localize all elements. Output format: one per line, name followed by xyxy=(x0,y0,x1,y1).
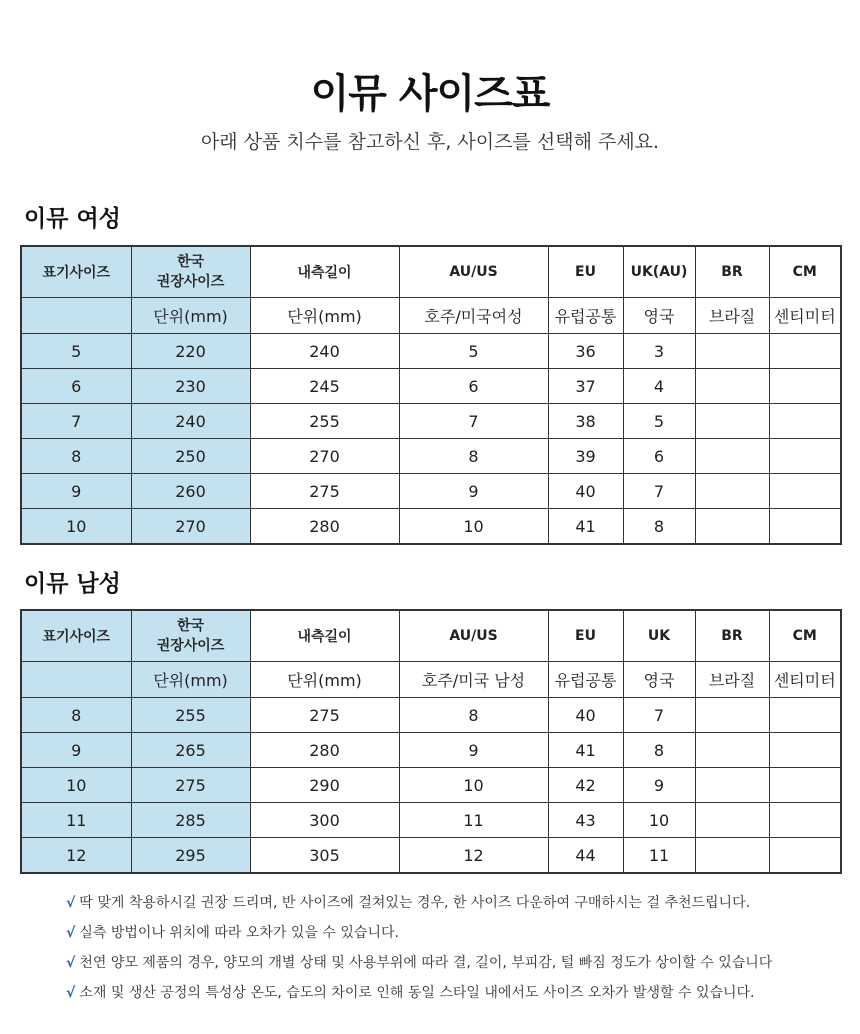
unit-cell: 단위(mm) xyxy=(250,298,399,334)
header-cell: UK xyxy=(623,610,695,662)
unit-cell: 센티미터 xyxy=(769,662,841,698)
check-icon: √ xyxy=(66,955,76,971)
unit-cell: 단위(mm) xyxy=(250,662,399,698)
table-cell: 275 xyxy=(250,474,399,509)
table-cell: 41 xyxy=(548,733,623,768)
header-cell: UK(AU) xyxy=(623,246,695,298)
table-cell xyxy=(769,733,841,768)
unit-cell: 단위(mm) xyxy=(131,662,250,698)
table-cell: 37 xyxy=(548,369,623,404)
table-cell: 43 xyxy=(548,803,623,838)
table-cell xyxy=(695,698,769,733)
table-cell: 10 xyxy=(623,803,695,838)
men-size-table xyxy=(20,609,842,874)
header-cell: CM xyxy=(769,246,841,298)
table-cell: 6 xyxy=(399,369,548,404)
table-cell: 10 xyxy=(399,509,548,545)
page-subtitle: 아래 상품 치수를 참고하신 후, 사이즈를 선택해 주세요. xyxy=(200,131,660,153)
table-cell: 7 xyxy=(399,404,548,439)
table-cell: 40 xyxy=(548,698,623,733)
table-cell xyxy=(769,404,841,439)
table-cell: 7 xyxy=(21,404,131,439)
table-cell: 255 xyxy=(131,698,250,733)
table-cell: 3 xyxy=(623,334,695,369)
unit-cell: 유럽공통 xyxy=(548,298,623,334)
note-item xyxy=(66,952,772,982)
table-cell: 12 xyxy=(399,838,548,874)
unit-cell: 센티미터 xyxy=(769,298,841,334)
header-cell: 한국 권장사이즈 xyxy=(131,610,250,662)
table-cell xyxy=(695,334,769,369)
table-cell xyxy=(769,474,841,509)
table-cell: 8 xyxy=(21,698,131,733)
unit-cell: 단위(mm) xyxy=(131,298,250,334)
unit-cell: 호주/미국 남성 xyxy=(399,662,548,698)
table-cell: 44 xyxy=(548,838,623,874)
header-cell: 한국 권장사이즈 xyxy=(131,246,250,298)
table-cell: 220 xyxy=(131,334,250,369)
check-icon: √ xyxy=(66,895,76,911)
table-cell: 10 xyxy=(21,509,131,545)
table-cell: 230 xyxy=(131,369,250,404)
women-size-table xyxy=(20,245,842,545)
table-cell xyxy=(769,768,841,803)
table-cell xyxy=(769,803,841,838)
size-notes xyxy=(66,892,772,1012)
table-cell: 8 xyxy=(399,698,548,733)
table-row xyxy=(21,698,841,733)
table-cell xyxy=(695,369,769,404)
table-cell: 8 xyxy=(623,509,695,545)
table-cell: 38 xyxy=(548,404,623,439)
table-cell: 245 xyxy=(250,369,399,404)
table-cell: 5 xyxy=(21,334,131,369)
table-header-row xyxy=(21,610,841,662)
table-cell: 255 xyxy=(250,404,399,439)
table-cell xyxy=(769,698,841,733)
table-cell: 6 xyxy=(21,369,131,404)
table-cell: 11 xyxy=(399,803,548,838)
table-cell xyxy=(769,838,841,874)
header-cell: 내측길이 xyxy=(250,610,399,662)
unit-cell: 브라질 xyxy=(695,298,769,334)
unit-cell: 브라질 xyxy=(695,662,769,698)
table-cell: 270 xyxy=(131,509,250,545)
table-cell xyxy=(695,439,769,474)
table-cell: 9 xyxy=(399,474,548,509)
table-cell: 295 xyxy=(131,838,250,874)
table-cell: 250 xyxy=(131,439,250,474)
table-cell: 10 xyxy=(21,768,131,803)
table-cell: 6 xyxy=(623,439,695,474)
table-cell: 11 xyxy=(21,803,131,838)
table-cell xyxy=(695,509,769,545)
note-text: 실측 방법이나 위치에 따라 오차가 있을 수 있습니다. xyxy=(79,925,399,941)
table-cell xyxy=(695,768,769,803)
table-cell xyxy=(695,404,769,439)
header-cell: BR xyxy=(695,610,769,662)
header-cell: AU/US xyxy=(399,610,548,662)
table-cell xyxy=(695,803,769,838)
note-item xyxy=(66,922,772,952)
table-row xyxy=(21,838,841,874)
header-cell: EU xyxy=(548,610,623,662)
table-cell: 280 xyxy=(250,509,399,545)
header-cell: 표기사이즈 xyxy=(21,246,131,298)
table-row xyxy=(21,733,841,768)
table-unit-row xyxy=(21,298,841,334)
unit-cell: 영국 xyxy=(623,662,695,698)
unit-cell xyxy=(21,298,131,334)
note-text: 딱 맞게 착용하시길 권장 드리며, 반 사이즈에 걸쳐있는 경우, 한 사이즈 다운하여 구매하시는 걸 추천드립니다. xyxy=(79,895,751,911)
table-unit-row xyxy=(21,662,841,698)
table-cell xyxy=(695,733,769,768)
table-cell: 275 xyxy=(250,698,399,733)
women-section-title: 이뮤 여성 xyxy=(24,206,121,232)
table-row xyxy=(21,803,841,838)
table-cell: 240 xyxy=(131,404,250,439)
table-cell: 305 xyxy=(250,838,399,874)
table-cell: 7 xyxy=(623,474,695,509)
note-text: 소재 및 생산 공정의 특성상 온도, 습도의 차이로 인해 동일 스타일 내에서도 사이즈 오차가 발생할 수 있습니다. xyxy=(79,985,755,1001)
table-cell: 8 xyxy=(21,439,131,474)
table-cell: 5 xyxy=(399,334,548,369)
table-cell: 8 xyxy=(623,733,695,768)
header-cell: 내측길이 xyxy=(250,246,399,298)
table-cell: 41 xyxy=(548,509,623,545)
table-row xyxy=(21,509,841,545)
header-cell: CM xyxy=(769,610,841,662)
table-cell xyxy=(769,334,841,369)
table-cell: 240 xyxy=(250,334,399,369)
table-cell: 5 xyxy=(623,404,695,439)
table-cell: 10 xyxy=(399,768,548,803)
table-cell: 9 xyxy=(21,474,131,509)
note-text: 천연 양모 제품의 경우, 양모의 개별 상태 및 사용부위에 따라 결, 길이, 부피감, 털 빠짐 정도가 상이할 수 있습니다 xyxy=(79,955,773,971)
table-row xyxy=(21,474,841,509)
check-icon: √ xyxy=(66,985,76,1001)
table-row xyxy=(21,439,841,474)
table-row xyxy=(21,334,841,369)
header-cell: EU xyxy=(548,246,623,298)
table-cell: 285 xyxy=(131,803,250,838)
table-cell: 9 xyxy=(399,733,548,768)
table-cell: 4 xyxy=(623,369,695,404)
table-cell: 265 xyxy=(131,733,250,768)
table-cell: 260 xyxy=(131,474,250,509)
unit-cell xyxy=(21,662,131,698)
table-row xyxy=(21,768,841,803)
header-cell: BR xyxy=(695,246,769,298)
table-cell: 39 xyxy=(548,439,623,474)
table-cell: 9 xyxy=(21,733,131,768)
table-row xyxy=(21,404,841,439)
page-title: 이뮤 사이즈표 xyxy=(310,71,550,117)
table-cell: 40 xyxy=(548,474,623,509)
table-cell: 9 xyxy=(623,768,695,803)
table-cell: 11 xyxy=(623,838,695,874)
table-cell xyxy=(769,369,841,404)
unit-cell: 영국 xyxy=(623,298,695,334)
unit-cell: 유럽공통 xyxy=(548,662,623,698)
unit-cell: 호주/미국여성 xyxy=(399,298,548,334)
note-item xyxy=(66,892,772,922)
table-header-row xyxy=(21,246,841,298)
header-cell: AU/US xyxy=(399,246,548,298)
table-cell: 275 xyxy=(131,768,250,803)
table-cell: 42 xyxy=(548,768,623,803)
table-cell: 280 xyxy=(250,733,399,768)
table-cell: 300 xyxy=(250,803,399,838)
table-cell xyxy=(695,838,769,874)
table-cell: 270 xyxy=(250,439,399,474)
note-item xyxy=(66,982,772,1012)
table-cell: 36 xyxy=(548,334,623,369)
table-cell: 8 xyxy=(399,439,548,474)
table-cell xyxy=(695,474,769,509)
header-cell: 표기사이즈 xyxy=(21,610,131,662)
table-cell: 290 xyxy=(250,768,399,803)
table-cell xyxy=(769,439,841,474)
check-icon: √ xyxy=(66,925,76,941)
table-cell: 12 xyxy=(21,838,131,874)
table-cell xyxy=(769,509,841,545)
men-section-title: 이뮤 남성 xyxy=(24,571,121,597)
table-cell: 7 xyxy=(623,698,695,733)
table-row xyxy=(21,369,841,404)
